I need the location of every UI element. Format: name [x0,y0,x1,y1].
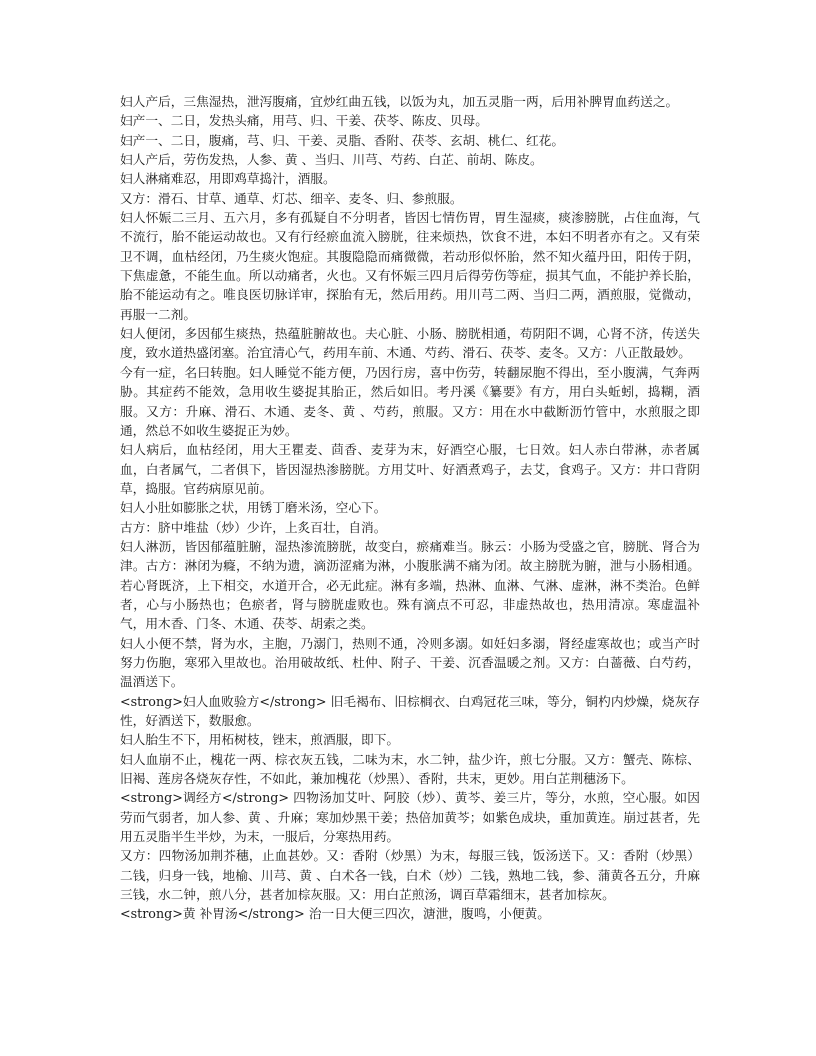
paragraph-uterine-bleeding: 妇人血崩不止，槐花一两、棕衣灰五钱，二味为末，水二钟，盐少许，煎七分服。又方：蟹壳、陈棕、旧褐、莲房各烧灰存性，不如此，兼加槐花（炒黑）、香附，共末，更妙。用白芷荆穗汤下。 [120,751,700,787]
paragraph-ancient-prescription-salt: 古方：脐中堆盐（炒）少许，上炙百壮，自消。 [120,519,387,535]
paragraph-amenorrhea-leukorrhea: 妇人病后，血枯经闭，用大王瞿麦、茴香、麦芽为末，好酒空心服，七日效。妇人赤白带淋，赤者属血，白者属气，二者俱下，皆因湿热渗膀胱。方用艾叶、好酒煮鸡子，去艾，食鸡子。又方：井口背阴草，捣服。官药病原见前。 [120,442,700,496]
paragraph-bladder-displacement: 今有一症，名曰转胞。妇人睡觉不能方便，乃因行房，喜中伤劳，转翻尿胞不得出，至小腹满，气奔两胁。其症药不能效，急用收生婆捉其胎正，然后如旧。考丹溪《纂要》有方，用白头蚯蚓，捣糊，酒服。又方：升麻、滑石、木通、麦冬、黄 、芍药，煎服。又方：用在水中截断沥竹管中，水煎服之即通，然总不如收生婆捉正为妙。 [120,364,700,438]
paragraph-alternate-prescription-1: 又方：滑石、甘草、通草、灯芯、细辛、麦冬、归、参煎服。 [120,190,463,206]
paragraph-strangury-pain: 妇人淋痛难忍，用即鸡草捣汁，酒服。 [120,171,336,187]
paragraph-postpartum-fatigue-fever: 妇人产后，劳伤发热，人参、黄 、当归、川芎、芍药、白芷、前胡、陈皮。 [120,152,543,168]
paragraph-alternate-prescription-2: 又方：四物汤加荆芥穗，止血甚妙。又：香附（炒黑）为末，每服三钱，饭汤送下。又：香附（炒黑）二钱，归身一钱，地榆、川芎、黄 、白术各一钱，白术（炒）二钱，熟地二钱，参、蒲黄各五分，升麻三钱，水二钟，煎八分，甚者加棕灰服。又：用白芷煎汤，调百草霜细末，甚者加棕灰。 [120,848,700,903]
paragraph-abdominal-distension: 妇人小肚如膨胀之状，用锈丁磨米汤，空心下。 [120,500,387,516]
paragraph-menstrual-regulation: <strong>调经方</strong> 四物汤加艾叶、阿胶（炒）、黄芩、姜三片，等分，水煎，空心服。如因劳而气弱者，加人参、黄 、升麻；寒加炒黑干姜；热倍加黄芩；如紫色成块，重加黄连。崩过甚者，先用五灵脂半生半炒，为末，一服后，分寒热用药。 [120,790,700,845]
paragraph-blood-failure-prescription: <strong>妇人血败验方</strong> 旧毛褐布、旧棕榈衣、白鸡冠花三味，等分，铜杓内炒燥，烧灰存性，好酒送下，数服愈。 [120,693,700,728]
paragraph-postpartum-abdominal-pain: 妇产一、二日，腹痛，芎、归、干姜、灵脂、香附、茯苓、玄胡、桃仁、红花。 [120,132,565,148]
document-page [120,92,700,924]
paragraph-postpartum-fever-headache: 妇产一、二日，发热头痛，用芎、归、干姜、茯苓、陈皮、贝母。 [120,113,488,129]
paragraph-retained-placenta: 妇人胎生不下，用柘树枝，锉末，煎酒服，即下。 [120,732,400,748]
paragraph-postpartum-diarrhea: 妇人产后，三焦湿热，泄泻腹痛，宜炒红曲五钱，以饭为丸，加五灵脂一两，后用补脾胃血药送之。 [120,94,679,109]
paragraph-urinary-incontinence: 妇人小便不禁，肾为水，主胞，乃溺门，热则不通，冷则多溺。如妊妇多溺，肾经虚寒故也；或当产时努力伤胞，寒邪入里故也。治用破故纸、杜仲、附子、干姜、沉香温暖之剂。又方：白蔷薇、白芍药，温酒送下。 [120,635,700,690]
paragraph-pregnancy-doubt: 妇人怀娠二三月、五六月，多有孤疑自不分明者，皆因七情伤胃，胃生湿痰，痰渗膀胱，占住血海，气不流行，胎不能运动故也。又有行经瘀血流入膀胱，往来烦热，饮食不进，本妇不明者亦有之。又有荣卫不调，血枯经闭，乃生痰火饱症。其腹隐隐而痛微微，若动形似怀胎，然不知火蕴丹田，阳传于阴，下焦虚惫，不能生血。所以动痛者，火也。又有怀娠三四月后得劳伤等症，损其气血，不能护养长胎，胎不能运动有之。唯良医切脉详审，探胎有无，然后用药。用川芎二两、当归二两，酒煎服，觉微动，再服一二剂。 [120,210,700,322]
paragraph-urinary-retention: 妇人便闭，多因郁生痰热，热蕴脏腑故也。夫心脏、小肠、膀胱相通，苟阴阳不调，心肾不济，传送失度，致水道热盛闭塞。治宜清心气，药用车前、木通、芍药、滑石、茯苓、麦冬。又方：八正散最妙。 [120,326,700,361]
paragraph-stomach-tonic: <strong>黄 补胃汤</strong> 治一日大便三四次，溏泄，腹鸣，小便黄。 [120,906,550,922]
paragraph-dribbling-urination: 妇人淋沥，皆因郁蕴脏腑，湿热渗流膀胱，故变白，瘀痛难当。脉云：小肠为受盛之官，膀胱、肾合为津。古方：淋闭为癃，不纳为遗，滴沥涩痛为淋，小腹胀满不痛为闭。故主膀胱为腑，泄与小肠相通。若心肾既济，上下相交，水道开合，必无此症。淋有多端，热淋、血淋、气淋、虚淋，淋不类治。色鲜者，心与小肠热也；色瘀者，肾与膀胱虚败也。殊有滴点不可忍，非虚热故也，热用清凉。寒虚温补气，用木香、门冬、木通、茯苓、胡索之类。 [120,538,700,632]
